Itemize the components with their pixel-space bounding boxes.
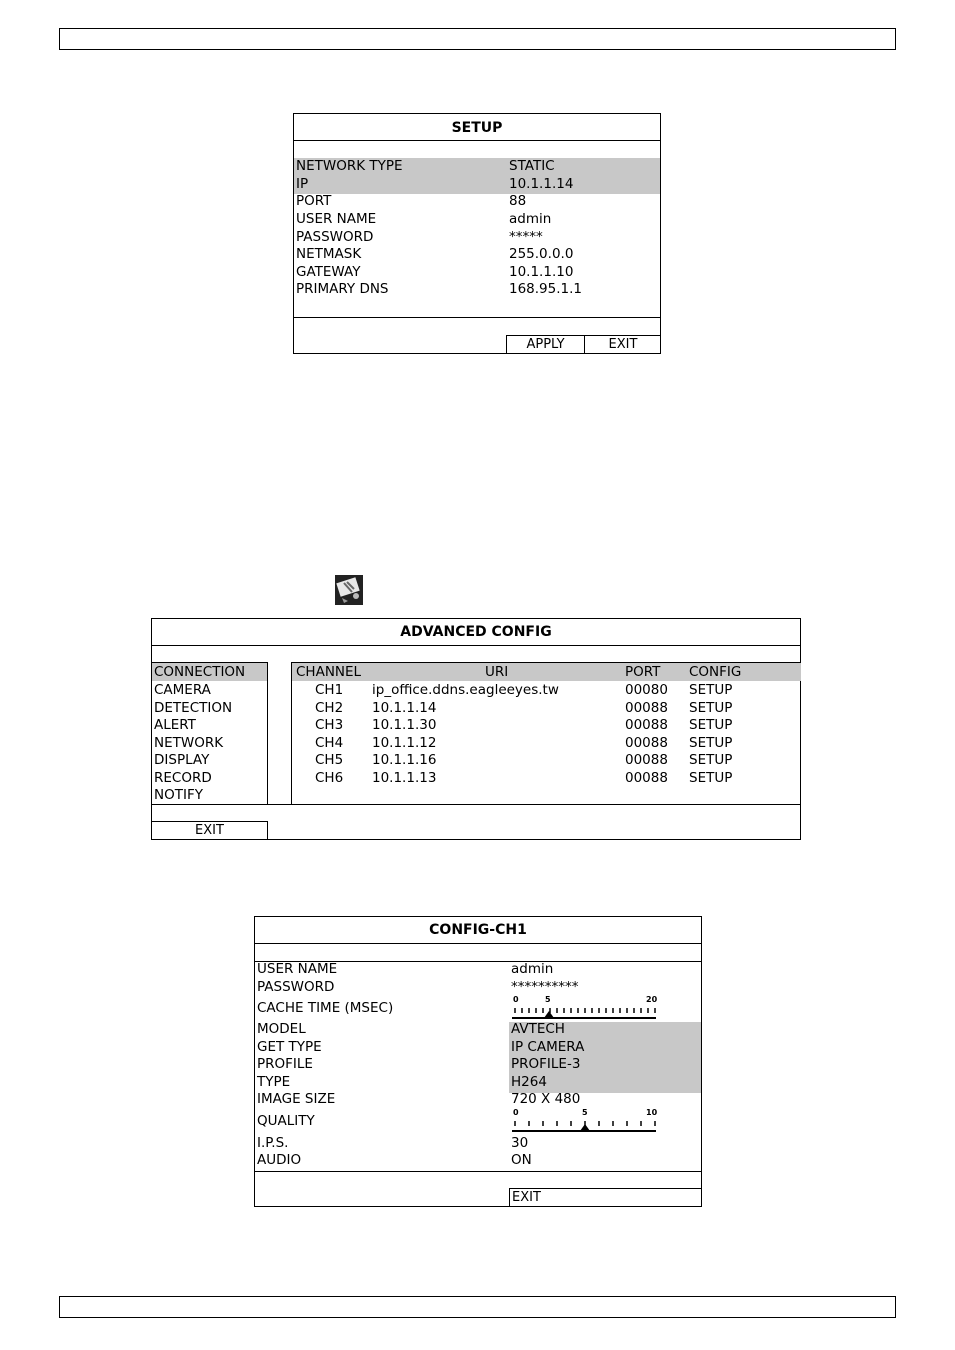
cache-time-label: CACHE TIME (MSEC) xyxy=(257,1000,394,1016)
cell-config-setup[interactable]: SETUP xyxy=(689,752,733,768)
cell-port: 00088 xyxy=(625,700,668,716)
password-row[interactable] xyxy=(257,978,697,996)
setup-value: 10.1.1.10 xyxy=(509,264,574,280)
divider xyxy=(255,1171,701,1172)
advanced-config-dialog xyxy=(151,618,801,840)
profile-value: PROFILE-3 xyxy=(511,1056,581,1072)
divider xyxy=(152,645,800,646)
cell-channel: CH4 xyxy=(315,735,344,751)
cell-config-setup[interactable]: SETUP xyxy=(689,770,733,786)
get-type-row[interactable] xyxy=(257,1038,697,1056)
model-label: MODEL xyxy=(257,1021,306,1037)
header-uri: URI xyxy=(485,664,509,680)
cell-channel: CH2 xyxy=(315,700,344,716)
password-value: ********** xyxy=(511,979,579,995)
menu-item-record[interactable]: RECORD xyxy=(154,770,212,786)
ips-row[interactable] xyxy=(257,1134,697,1152)
image-size-value: 720 X 480 xyxy=(511,1091,581,1107)
menu-item-display[interactable]: DISPLAY xyxy=(154,752,210,768)
cell-port: 00088 xyxy=(625,717,668,733)
cell-port: 00088 xyxy=(625,735,668,751)
slider-mid-label: 5 xyxy=(545,995,551,1004)
audio-value: ON xyxy=(511,1152,532,1168)
side-menu xyxy=(152,662,268,805)
cell-port: 00088 xyxy=(625,752,668,768)
setup-label: NETMASK xyxy=(296,246,362,262)
get-type-label: GET TYPE xyxy=(257,1039,322,1055)
get-type-value: IP CAMERA xyxy=(511,1039,585,1055)
setup-row-port[interactable] xyxy=(296,192,656,210)
header-channel: CHANNEL xyxy=(296,664,362,680)
cell-config-setup[interactable]: SETUP xyxy=(689,717,733,733)
menu-item-alert[interactable]: ALERT xyxy=(154,717,196,733)
advanced-config-icon[interactable] xyxy=(334,574,364,606)
exit-button[interactable]: EXIT xyxy=(509,1188,701,1207)
slider-min-label: 0 xyxy=(513,1108,519,1117)
quality-slider[interactable] xyxy=(512,1108,660,1134)
cell-uri: 10.1.1.14 xyxy=(372,700,437,716)
setup-label: IP xyxy=(296,176,309,192)
setup-row-user-name[interactable] xyxy=(296,210,656,228)
model-row[interactable] xyxy=(257,1020,697,1038)
config-ch1-dialog xyxy=(254,916,702,1207)
slider-max-label: 10 xyxy=(646,1108,658,1117)
divider xyxy=(152,804,800,805)
setup-title: SETUP xyxy=(451,120,503,136)
cell-channel: CH1 xyxy=(315,682,344,698)
advanced-config-title: ADVANCED CONFIG xyxy=(400,624,552,640)
type-label: TYPE xyxy=(257,1074,291,1090)
setup-label: PASSWORD xyxy=(296,229,374,245)
setup-row-network-type[interactable] xyxy=(296,157,656,175)
setup-value: 255.0.0.0 xyxy=(509,246,574,262)
slider-min-label: 0 xyxy=(513,995,519,1004)
setup-value: STATIC xyxy=(509,158,555,174)
divider xyxy=(294,140,660,141)
slider-mid-label: 5 xyxy=(582,1108,588,1117)
slider-track xyxy=(512,1118,660,1134)
cell-channel: CH5 xyxy=(315,752,344,768)
password-label: PASSWORD xyxy=(257,979,335,995)
cell-config-setup[interactable]: SETUP xyxy=(689,682,733,698)
setup-value: 10.1.1.14 xyxy=(509,176,574,192)
slider-track xyxy=(512,1005,660,1021)
setup-dialog xyxy=(293,113,661,354)
table-row[interactable] xyxy=(292,699,801,717)
table-row[interactable] xyxy=(292,681,801,699)
cell-port: 00080 xyxy=(625,682,668,698)
config-ch1-title: CONFIG-CH1 xyxy=(429,922,527,938)
page-header-box xyxy=(59,28,896,50)
cell-uri: 10.1.1.13 xyxy=(372,770,437,786)
quality-label: QUALITY xyxy=(257,1113,315,1129)
cell-uri: ip_office.ddns.eagleeyes.tw xyxy=(372,682,559,698)
menu-item-camera[interactable]: CAMERA xyxy=(154,682,211,698)
apply-button[interactable]: APPLY xyxy=(506,335,585,354)
exit-button[interactable]: EXIT xyxy=(584,335,661,354)
slider-max-label: 20 xyxy=(646,995,658,1004)
cell-uri: 10.1.1.30 xyxy=(372,717,437,733)
setup-row-password[interactable] xyxy=(296,228,656,246)
setup-label: PRIMARY DNS xyxy=(296,281,389,297)
table-header xyxy=(292,663,801,681)
table-row[interactable] xyxy=(292,751,801,769)
ips-label: I.P.S. xyxy=(257,1135,289,1151)
image-size-label: IMAGE SIZE xyxy=(257,1091,336,1107)
cell-port: 00088 xyxy=(625,770,668,786)
header-config: CONFIG xyxy=(689,664,742,680)
setup-value: admin xyxy=(509,211,552,227)
exit-button[interactable]: EXIT xyxy=(152,821,268,840)
divider xyxy=(255,943,701,944)
audio-label: AUDIO xyxy=(257,1152,302,1168)
table-row[interactable] xyxy=(292,734,801,752)
cell-config-setup[interactable]: SETUP xyxy=(689,735,733,751)
slider-thumb xyxy=(544,1011,554,1018)
model-value: AVTECH xyxy=(511,1021,565,1037)
table-row[interactable] xyxy=(292,716,801,734)
setup-value: 168.95.1.1 xyxy=(509,281,582,297)
setup-label: NETWORK TYPE xyxy=(296,158,403,174)
setup-row-netmask[interactable] xyxy=(296,245,656,263)
page-footer-box xyxy=(59,1296,896,1318)
divider xyxy=(294,317,660,318)
cell-channel: CH3 xyxy=(315,717,344,733)
cell-config-setup[interactable]: SETUP xyxy=(689,700,733,716)
setup-row-gateway[interactable] xyxy=(296,263,656,281)
setup-value: ***** xyxy=(509,229,543,245)
cache-time-slider[interactable] xyxy=(512,995,660,1021)
channel-table xyxy=(291,662,801,805)
menu-item-notify[interactable]: NOTIFY xyxy=(154,787,203,803)
setup-row-ip[interactable] xyxy=(296,175,656,193)
setup-label: PORT xyxy=(296,193,332,209)
type-row[interactable] xyxy=(257,1073,697,1091)
profile-row[interactable] xyxy=(257,1055,697,1073)
user-name-label: USER NAME xyxy=(257,961,338,977)
header-port: PORT xyxy=(625,664,661,680)
image-size-row[interactable] xyxy=(257,1090,697,1108)
user-name-value: admin xyxy=(511,961,554,977)
setup-label: USER NAME xyxy=(296,211,377,227)
ips-value: 30 xyxy=(511,1135,529,1151)
audio-row[interactable] xyxy=(257,1151,697,1169)
setup-label: GATEWAY xyxy=(296,264,361,280)
slider-thumb xyxy=(580,1124,590,1131)
table-row[interactable] xyxy=(292,769,801,787)
profile-label: PROFILE xyxy=(257,1056,313,1072)
setup-row-primary-dns[interactable] xyxy=(296,280,656,298)
cell-channel: CH6 xyxy=(315,770,344,786)
setup-value: 88 xyxy=(509,193,527,209)
menu-item-network[interactable]: NETWORK xyxy=(154,735,224,751)
menu-item-connection[interactable]: CONNECTION xyxy=(154,664,246,680)
user-name-row[interactable] xyxy=(257,960,697,978)
cell-uri: 10.1.1.12 xyxy=(372,735,437,751)
menu-item-detection[interactable]: DETECTION xyxy=(154,700,233,716)
type-value: H264 xyxy=(511,1074,547,1090)
cell-uri: 10.1.1.16 xyxy=(372,752,437,768)
